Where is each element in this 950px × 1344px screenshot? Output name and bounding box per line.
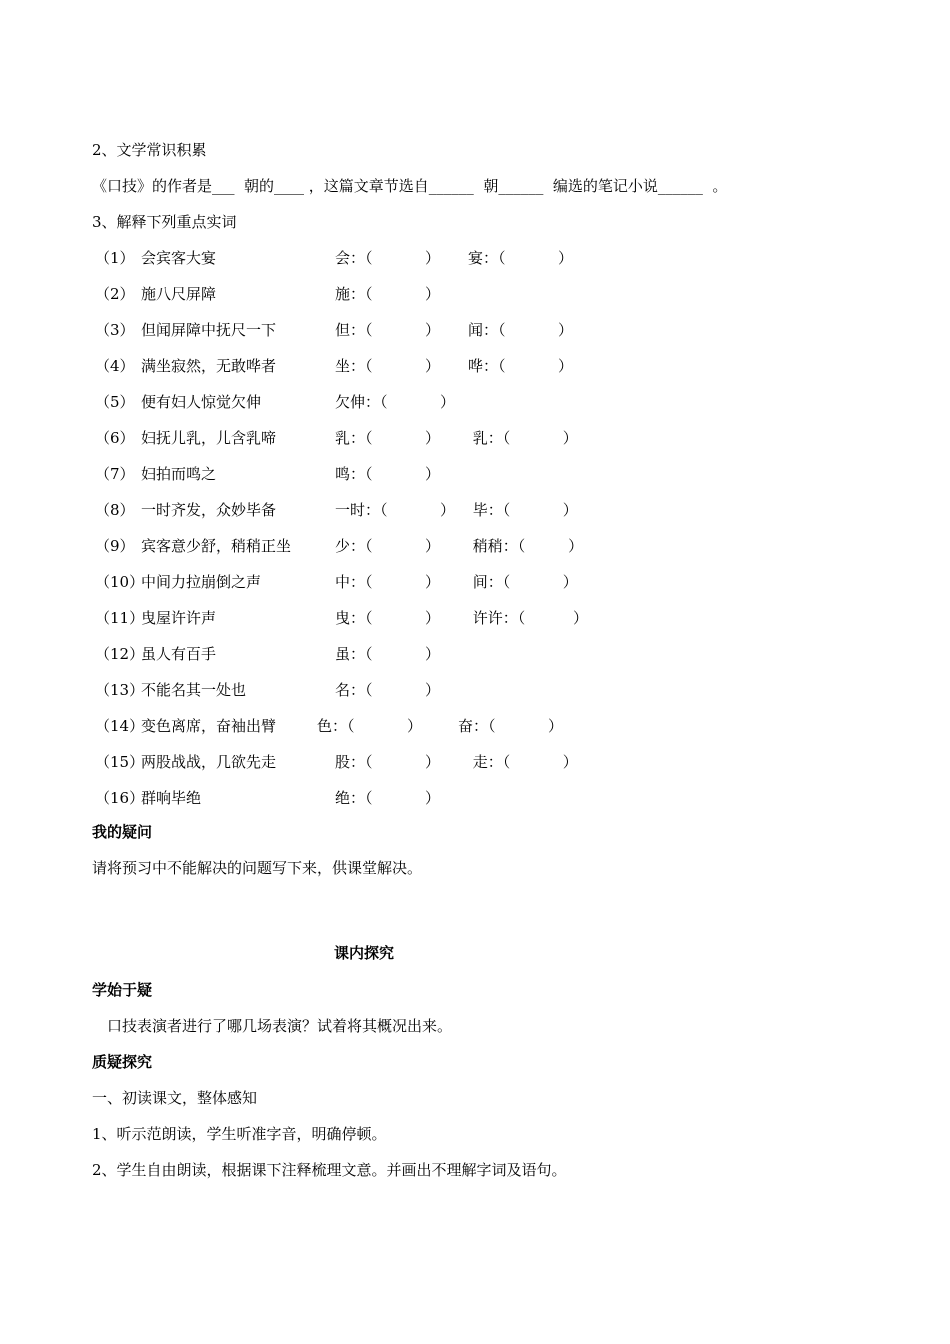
vocab-q1: 施：（ ） [335,285,440,303]
inclass-title: 课内探究 [334,944,395,962]
vocab-q1: 少：（ ） [335,537,440,555]
vocab-q2: 许许：（ ） [468,609,588,627]
section2-heading: 2、文学常识积累 [92,141,207,159]
explore-heading: 质疑探究 [92,1053,153,1071]
vocab-q1: 乳：（ ） [335,429,440,447]
vocab-num: （5） [95,393,135,411]
vocab-num: （1） [95,249,135,267]
vocab-q2: 奋：（ ） [458,717,563,735]
vocab-num: （9） [95,537,135,555]
vocab-phrase: 一时齐发，众妙毕备 [141,501,277,519]
vocab-num: （2） [95,285,135,303]
vocab-q1: 股：（ ） [335,753,440,771]
vocab-q1: 绝：（ ） [335,789,440,807]
vocab-q1: 虽：（ ） [335,645,440,663]
vocab-q2: 走：（ ） [468,753,578,771]
vocab-num: （10） [95,573,145,591]
literature-fill-line: 《口技》的作者是___ 朝的____ ，这篇文章节选自______ 朝______ 编选的笔记小说______ 。 [92,177,728,195]
vocab-phrase: 妇抚儿乳，儿含乳啼 [141,429,277,447]
vocab-q1: 会：（ ） [335,249,440,267]
vocab-q2: 乳：（ ） [468,429,578,447]
vocab-phrase: 便有妇人惊觉欠伸 [141,393,262,411]
vocab-phrase: 满坐寂然，无敢哗者 [141,357,277,375]
vocab-q2: 闻：（ ） [468,321,573,339]
vocab-num: （7） [95,465,135,483]
section3-heading: 3、解释下列重点实词 [92,213,237,231]
vocab-q2: 哗：（ ） [468,357,573,375]
vocab-phrase: 变色离席，奋袖出臂 [141,717,277,735]
vocab-num: （14） [95,717,145,735]
vocab-q1: 名：（ ） [335,681,440,699]
vocab-num: （15） [95,753,145,771]
vocab-q2: 间：（ ） [468,573,578,591]
vocab-num: （11） [95,609,145,627]
vocab-q2: 毕：（ ） [468,501,578,519]
vocab-q1: 色：（ ） [317,717,422,735]
vocab-phrase: 会宾客大宴 [141,249,217,267]
vocab-phrase: 两股战战，几欲先走 [141,753,277,771]
vocab-phrase: 但闻屏障中抚尺一下 [141,321,277,339]
vocab-num: （12） [95,645,145,663]
vocab-phrase: 群响毕绝 [141,789,202,807]
vocab-q1: 中：（ ） [335,573,440,591]
step1-item-2: 2、学生自由朗读，根据课下注释梳理文意。并画出不理解字词及语句。 [92,1161,567,1179]
step1-item-1: 1、听示范朗读，学生听准字音，明确停顿。 [92,1125,387,1143]
vocab-q1: 一时：（ ） [335,501,455,519]
vocab-q2: 宴：（ ） [468,249,573,267]
learn-heading: 学始于疑 [92,981,153,999]
vocab-num: （6） [95,429,135,447]
vocab-q1: 曳：（ ） [335,609,440,627]
vocab-num: （13） [95,681,145,699]
questions-text: 请将预习中不能解决的问题写下来，供课堂解决。 [92,859,423,877]
vocab-q1: 但：（ ） [335,321,440,339]
vocab-q1: 鸣：（ ） [335,465,440,483]
learn-text: 口技表演者进行了哪几场表演？试着将其概况出来。 [107,1017,453,1035]
vocab-num: （3） [95,321,135,339]
vocab-q1: 坐：（ ） [335,357,440,375]
vocab-phrase: 不能名其一处也 [141,681,247,699]
vocab-phrase: 妇拍而鸣之 [141,465,217,483]
vocab-q1: 欠伸：（ ） [335,393,455,411]
vocab-phrase: 曳屋许许声 [141,609,217,627]
questions-heading: 我的疑问 [92,823,153,841]
vocab-q2: 稍稍：（ ） [468,537,584,555]
vocab-phrase: 虽人有百手 [141,645,217,663]
step1-heading: 一、初读课文，整体感知 [92,1089,258,1107]
vocab-num: （4） [95,357,135,375]
vocab-phrase: 施八尺屏障 [141,285,217,303]
vocab-num: （8） [95,501,135,519]
vocab-num: （16） [95,789,145,807]
vocab-phrase: 中间力拉崩倒之声 [141,573,262,591]
vocab-phrase: 宾客意少舒，稍稍正坐 [141,537,292,555]
